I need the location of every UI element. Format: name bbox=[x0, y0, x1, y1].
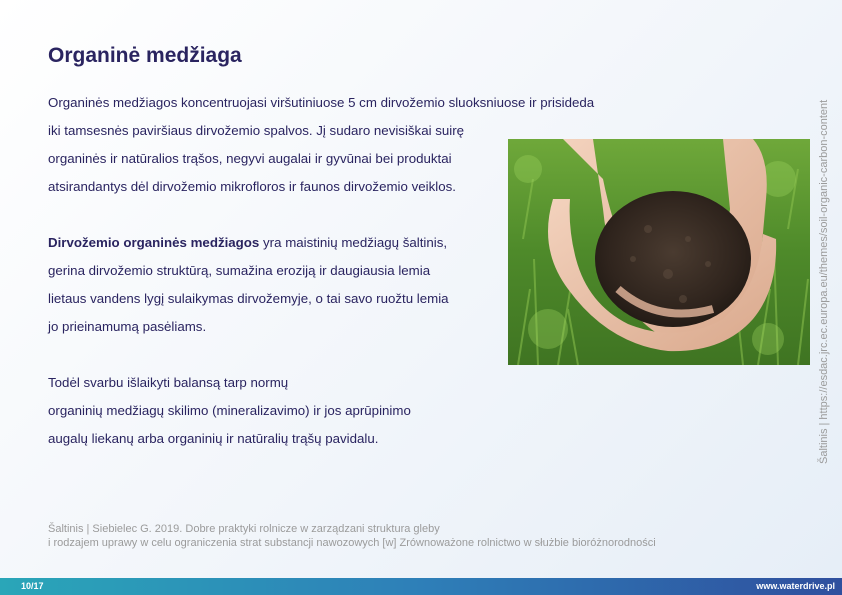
paragraph-line bbox=[48, 229, 449, 257]
bold-term: Dirvožemio organinės medžiagos bbox=[48, 235, 260, 250]
image-source-url: Šaltinis | https://esdac.jrc.ec.europa.eu/themes/soil-organic-carbon-content bbox=[818, 99, 830, 464]
paragraph-line: iki tamsesnės paviršiaus dirvožemio spalvos. Jį sudaro nevisiškai suirę bbox=[48, 123, 465, 138]
paragraph-line: Todėl svarbu išlaikyti balansą tarp normų bbox=[48, 375, 289, 390]
paragraph-line: gerina dirvožemio struktūrą, sumažina eroziją ir daugiausia lemia bbox=[48, 263, 431, 278]
paragraph-balance bbox=[48, 369, 411, 453]
footer-bar bbox=[0, 578, 842, 595]
paragraph-line: lietaus vandens lygį sulaikymas dirvožemyje, o tai savo ruožtu lemia bbox=[48, 291, 449, 306]
paragraph-soil-organic-matter bbox=[48, 229, 449, 341]
source-citation bbox=[48, 522, 656, 550]
source-line: Šaltinis | Siebielec G. 2019. Dobre praktyki rolnicze w zarządzani struktura gleby bbox=[48, 523, 440, 535]
page-number: 10/17 bbox=[21, 581, 44, 591]
paragraph-line: augalų liekanų arba organinių ir natūralių trąšų pavidalu. bbox=[48, 431, 379, 446]
source-line: i rodzajem uprawy w celu ograniczenia strat substancji nawozowych [w] Zrównoważone rolnictwo w służbie bioróżnorodności bbox=[48, 537, 656, 549]
paragraph-line: Organinės medžiagos koncentruojasi viršutiniuose 5 cm dirvožemio sluoksniuose ir prisideda bbox=[48, 95, 595, 110]
paragraph-line: atsirandantys dėl dirvožemio mikrofloros ir faunos dirvožemio veiklos. bbox=[48, 179, 456, 194]
website-link[interactable]: www.waterdrive.pl bbox=[756, 581, 835, 591]
paragraph-line: organinių medžiagų skilimo (mineralizavimo) ir jos aprūpinimo bbox=[48, 403, 411, 418]
page-title: Organinė medžiaga bbox=[48, 44, 242, 67]
paragraph-line: jo prieinamumą pasėliams. bbox=[48, 319, 207, 334]
soil-in-hands-photo bbox=[508, 139, 810, 365]
paragraph-line: organinės ir natūralios trąšos, negyvi augalai ir gyvūnai bei produktai bbox=[48, 151, 452, 166]
paragraph-text: yra maistinių medžiagų šaltinis, bbox=[259, 235, 448, 250]
